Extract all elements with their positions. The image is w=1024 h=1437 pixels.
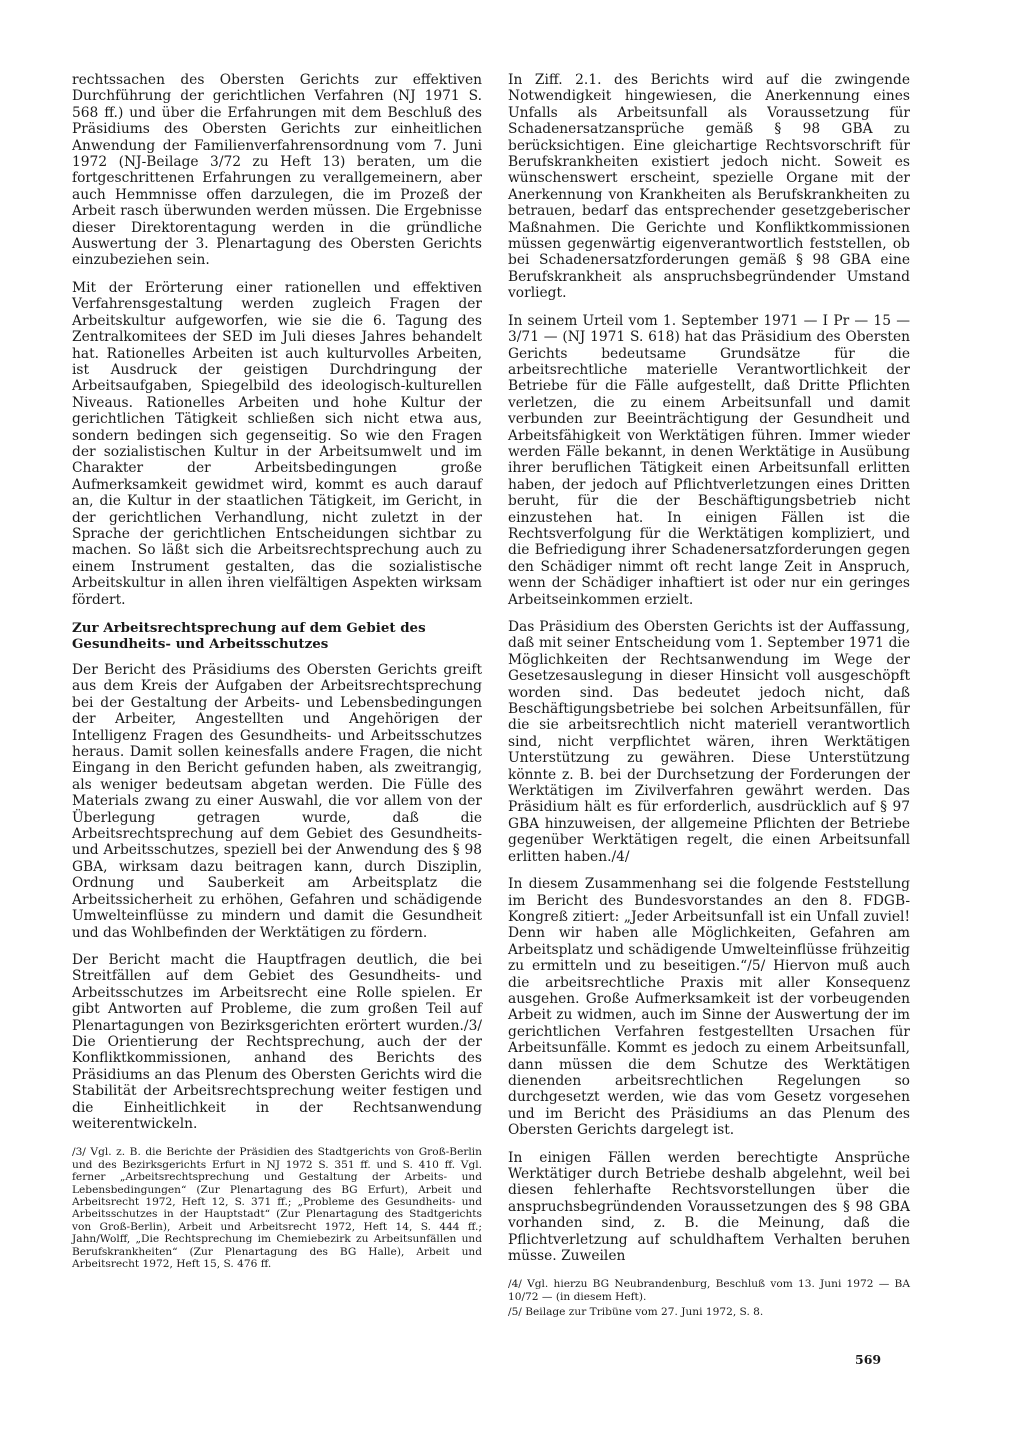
paragraph: Der Bericht macht die Hauptfragen deutlich, die bei Streitfällen auf dem Gebiet des Gesundheits- und Arbeitsschutzes im Arbeitsrecht eine Rolle spielen. Er gibt Antworten auf Probleme, die zum großen Teil auf Plenartagungen von Bezirksgerichten erörtert wurden./3/ Die Orientierung der Rechtsprechung, auch der der Konfliktkommissionen, anhand des Berichts des Präsidiums an das Plenum des Obersten Gerichts wird die Stabilität der Arbeitsrechtsprechung weiter festigen und die Einheitlichkeit in der Rechtsanwendung weiterentwickeln. [72, 951, 482, 1132]
page-number: 569 [855, 1352, 882, 1367]
footnotes [508, 1278, 910, 1318]
paragraph: In einigen Fällen werden berechtigte Ansprüche Werktätiger durch Betriebe deshalb abgelehnt, weil bei diesen fehlerhafte Rechtsvorstellungen über die anspruchsbegründenden Voraussetzungen des § 98 GBA vorhanden sind, z. B. die Meinung, daß die Pflichtverletzung auf schuldhaftem Verhalten beruhen müsse. Zuweilen [508, 1149, 910, 1265]
footnote-5: /5/ Beilage zur Tribüne vom 27. Juni 1972, S. 8. [508, 1306, 764, 1319]
paragraph: Der Bericht des Präsidiums des Obersten Gerichts greift aus dem Kreis der Aufgaben der Arbeitsrechtsprechung bei der Gestaltung der Arbeits- und Lebensbedingungen der Arbeiter, Angestellten und Angehörigen der Intelligenz Fragen des Gesundheits- und Arbeitsschutzes heraus. Damit sollen keinesfalls andere Fragen, die nicht Eingang in den Bericht gefunden haben, als zweitrangig, als weniger bedeutsam abgetan werden. Die Fülle des Materials zwang zu einer Auswahl, die vor allem von der Überlegung getragen wurde, daß die Arbeitsrechtsprechung auf dem Gebiet des Gesundheits- und Arbeitsschutzes, speziell bei der Anwendung des § 98 GBA, wirksam dazu beitragen kann, durch Disziplin, Ordnung und Sauberkeit am Arbeitsplatz die Arbeitssicherheit zu erhöhen, Gefahren und schädigende Umwelteinflüsse zu mindern und damit die Gesundheit und das Wohlbefinden der Werktätigen zu fördern. [72, 662, 482, 941]
paragraph: Mit der Erörterung einer rationellen und effektiven Verfahrensgestaltung werden zugleich Fragen der Arbeitskultur aufgeworfen, wie sie die 6. Tagung des Zentralkomitees der SED im Juli dieses Jahres behandelt hat. Rationelles Arbeiten ist auch kulturvolles Arbeiten, ist Ausdruck der geistigen Durchdringung der Arbeitsaufgaben, Spiegelbild des ideologisch-kulturellen Niveaus. Rationelles Arbeiten und hohe Kultur der gerichtlichen Tätigkeit schließen sich nicht etwa aus, sondern bedingen sich gegenseitig. So wie den Fragen der sozialistischen Kultur in der Arbeitsumwelt und im Charakter der Arbeitsbedingungen große Aufmerksamkeit gewidmet wird, kommt es auch darauf an, die Kultur in der staatlichen Tätigkeit, im Gericht, in der gerichtlichen Verhandlung, nicht zuletzt in der Sprache der gerichtlichen Entscheidungen sichtbar zu machen. So läßt sich die Arbeitsrechtsprechung auch zu einem Instrument gestalten, das die sozialistische Arbeitskultur in allen ihren vielfältigen Aspekten wirksam fördert. [72, 279, 482, 608]
footnotes [72, 1146, 482, 1270]
paragraph: In Ziff. 2.1. des Berichts wird auf die zwingende Notwendigkeit hingewiesen, die Anerkennung eines Unfalls als Arbeitsunfall als Voraussetzung für Schadenersatzansprüche gemäß § 98 GBA zu berücksichtigen. Eine gleichartige Rechtsvorschrift für Berufskrankheiten existiert jedoch nicht. Soweit es wünschenswert erscheint, spezielle Organe mit der Anerkennung von Krankheiten als Berufskrankheiten zu betrauen, bedarf das entsprechender gesetzgeberischer Maßnahmen. Die Gerichte und Konfliktkommissionen müssen gegenwärtig eigenverantwortlich feststellen, ob bei Schadenersatzforderungen gemäß § 98 GBA eine Berufskrankheit als anspruchsbegründender Umstand vorliegt. [508, 72, 910, 302]
right-column [508, 72, 910, 1322]
paragraph: In diesem Zusammenhang sei die folgende Feststellung im Bericht des Bundesvorstandes an den 8. FDGB-Kongreß zitiert: „Jeder Arbeitsunfall ist ein Unfall zuviel! Denn wir haben alle Möglichkeiten, Gefahren am Arbeitsplatz und schädigende Umwelteinflüsse frühzeitig zu ermitteln und zu beseitigen.“/5/ Hiervon muß auch die arbeitsrechtliche Praxis mit aller Konsequenz ausgehen. Große Aufmerksamkeit ist der vorbeugenden Arbeit zu widmen, auch im Sinne der Auswertung der im gerichtlichen Verfahren festgestellten Ursachen für Arbeitsunfälle. Kommt es jedoch zu einem Arbeitsunfall, dann müssen die dem Schutze des Werktätigen dienenden arbeitsrechtlichen Regelungen so durchgesetzt werden, wie das vom Gesetz vorgesehen und im Bericht des Präsidiums an das Plenum des Obersten Gerichts dargelegt ist. [508, 876, 910, 1139]
paragraph: rechtssachen des Obersten Gerichts zur effektiven Durchführung der gerichtlichen Verfahren (NJ 1971 S. 568 ff.) und über die Erfahrungen mit dem Beschluß des Präsidiums des Obersten Gerichts zur einheitlichen Anwendung der Familienverfahrensordnung vom 7. Juni 1972 (NJ-Beilage 3/72 zu Heft 13) beraten, um die fortgeschrittenen Erfahrungen zu verallgemeinern, aber auch Hemmnisse offen darzulegen, die im Prozeß der Arbeit rasch überwunden werden müssen. Die Ergebnisse dieser Direktorentagung werden in die gründliche Auswertung der 3. Plenartagung des Obersten Gerichts einzubeziehen sein. [72, 72, 482, 269]
paragraph: In seinem Urteil vom 1. September 1971 — I Pr — 15 — 3/71 — (NJ 1971 S. 618) hat das Präsidium des Obersten Gerichts bedeutsame Grundsätze für die arbeitsrechtliche materielle Verantwortlichkeit der Betriebe für die Fälle aufgestellt, daß Dritte Pflichten verletzen, die zu einem Arbeitsunfall und damit verbunden zur Beeinträchtigung der Gesundheit und Arbeitsfähigkeit von Werktätigen führen. Immer wieder werden Fälle bekannt, in denen Werktätige in Ausübung ihrer beruflichen Tätigkeit einen Arbeitsunfall erlitten haben, der jedoch auf Pflichtverletzungen eines Dritten beruht, für die der Beschäftigungsbetrieb nicht einzustehen hat. In einigen Fällen ist die Rechtsverfolgung für die Werktätigen kompliziert, und die Befriedigung ihrer Schadenersatzforderungen gegen den Schädiger nimmt oft recht lange Zeit in Anspruch, wenn der Schädiger inhaftiert ist oder nur ein geringes Arbeitseinkommen erzielt. [508, 312, 910, 608]
paragraph: Das Präsidium des Obersten Gerichts ist der Auffassung, daß mit seiner Entscheidung vom 1. September 1971 die Möglichkeiten der Rechtsanwendung im Wege der Gesetzesauslegung in dieser Hinsicht voll ausgeschöpft worden sind. Das bedeutet jedoch nicht, daß Beschäftigungsbetriebe bei solchen Arbeitsunfällen, für die sie arbeitsrechtlich nicht materiell verantwortlich sind, nicht verpflichtet wären, ihren Werktätigen Unterstützung zu gewähren. Diese Unterstützung könnte z. B. bei der Durchsetzung der Forderungen der Werktätigen im Zivilverfahren gewährt werden. Das Präsidium hält es für erforderlich, ausdrücklich auf § 97 GBA hinzuweisen, der allgemeine Pflichten der Betriebe gegenüber Werktätigen regelt, die einen Arbeitsunfall erlitten haben./4/ [508, 619, 910, 865]
section-heading: Zur Arbeitsrechtsprechung auf dem Gebiet des Gesundheits- und Arbeitsschutzes [72, 620, 426, 652]
left-column [72, 72, 482, 1273]
footnote-3: /3/ Vgl. z. B. die Berichte der Präsidien des Stadtgerichts von Groß-Berlin und des Bezirksgerichts Erfurt in NJ 1972 S. 351 ff. und S. 410 ff. Vgl. ferner „Arbeitsrechtsprechung und Gestaltung der Arbeits- und Lebensbedingungen“ (Zur Plenartagung des BG Erfurt), Arbeit und Arbeitsrecht 1972, Heft 12, S. 371 ff.; „Probleme des Gesundheits- und Arbeitsschutzes in der Hauptstadt“ (Zur Plenartagung des Stadtgerichts von Groß-Berlin), Arbeit und Arbeitsrecht 1972, Heft 14, S. 444 ff.; Jahn/Wolff, „Die Rechtsprechung im Chemiebezirk zu Arbeitsunfällen und Berufskrankheiten“ (Zur Plenartagung des BG Halle), Arbeit und Arbeitsrecht 1972, Heft 15, S. 476 ff. [72, 1146, 482, 1271]
footnote-4: /4/ Vgl. hierzu BG Neubrandenburg, Beschluß vom 13. Juni 1972 — BA 10/72 — (in diesem Heft). [508, 1278, 910, 1303]
